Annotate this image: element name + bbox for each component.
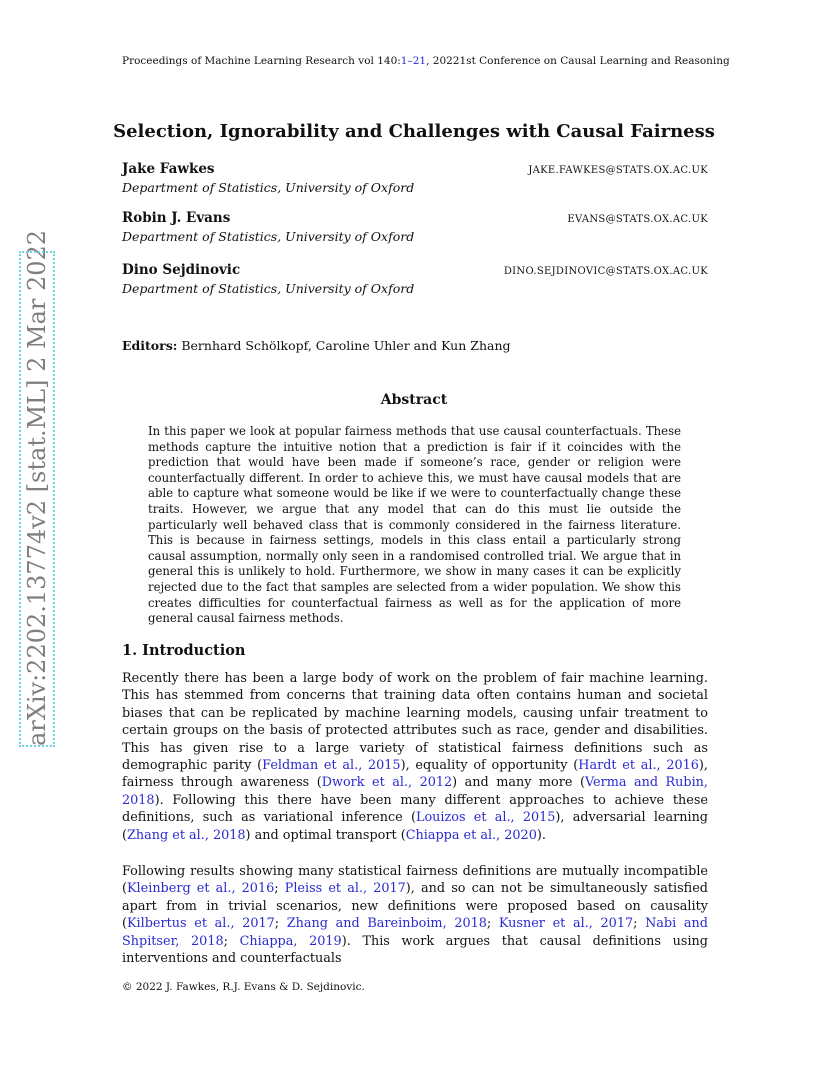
- paragraph-text: ). Following this there have been many different approaches to achieve these definitions, such as variational inference (: [122, 792, 708, 826]
- paragraph-text: ;: [274, 881, 285, 897]
- paragraph-text: ) and many more (: [452, 775, 585, 791]
- citation-link[interactable]: Verma and Rubin, 2018: [122, 775, 708, 808]
- running-head-right: 1st Conference on Causal Learning and Reasoning: [459, 55, 730, 67]
- abstract-heading: Abstract: [380, 392, 448, 408]
- author-affiliation: Department of Statistics, University of Oxford: [122, 180, 415, 195]
- citation-link[interactable]: Zhang et al., 2018: [127, 827, 246, 843]
- citation-link[interactable]: Nabi and Shpitser, 2018: [122, 916, 708, 949]
- author-name: Dino Sejdinovic: [122, 262, 241, 278]
- author-block: [122, 210, 708, 244]
- paragraph-text: Following results showing many statistical fairness definitions are mutually incompatible (: [122, 864, 708, 897]
- citation-link[interactable]: Dwork et al., 2012: [321, 775, 453, 791]
- running-head: [122, 55, 730, 67]
- paragraph-text: ), adversarial learning (: [122, 810, 708, 843]
- author-email: JAKE.FAWKES@STATS.OX.AC.UK: [528, 165, 708, 176]
- citation-link[interactable]: Kusner et al., 2017: [498, 916, 634, 932]
- arxiv-side-stamp: [20, 229, 54, 746]
- editors-names: Bernhard Schölkopf, Caroline Uhler and Kun Zhang: [177, 338, 511, 353]
- paragraph-text: ).: [536, 827, 546, 843]
- intro-paragraph-2: [122, 863, 708, 967]
- paragraph-text: ;: [274, 916, 287, 932]
- paper-title: Selection, Ignorability and Challenges with Causal Fairness: [113, 121, 715, 142]
- page-range-link[interactable]: 1–21: [400, 55, 427, 67]
- citation-link[interactable]: Chiappa et al., 2020: [405, 827, 537, 843]
- paragraph-text: ), equality of opportunity (: [400, 758, 579, 774]
- abstract-text: In this paper we look at popular fairness methods that use causal counterfactuals. These methods capture the intuitive notion that a prediction is fair if it coincides with the prediction that would have been made if someone’s race, gender or religion were counterfactually different. In order to achieve this, we must have causal models that are able to capture what someone would be like if we were to counterfactually change these traits. However, we argue that any model that can do this must lie outside the particularly well behaved class that is commonly considered in the fairness literature. This is because in fairness settings, models in this class entail a particularly strong causal assumption, normally only seen in a randomised controlled trial. We argue that in general this is unlikely to hold. Furthermore, we show in many cases it can be explicitly rejected due to the fact that samples are selected from a wider population. We show this creates difficulties for counterfactual fairness as well as for the application of more general causal fairness methods.: [148, 424, 681, 626]
- running-head-left: Proceedings of Machine Learning Research vol 140:1–21, 2022: [122, 55, 460, 67]
- citation-link[interactable]: Kleinberg et al., 2016: [127, 881, 275, 897]
- paragraph-text: Recently there has been a large body of work on the problem of fair machine learning. This has stemmed from concerns that training data often contains human and societal biases that can be replicated by machine learning models, causing unfair treatment to certain groups on the basis of protected attributes such as race, gender and disabilities. This has given rise to a large variety of statistical fairness definitions such as demographic parity (: [122, 671, 708, 774]
- citation-link[interactable]: Pleiss et al., 2017: [284, 881, 406, 897]
- paragraph-text: ;: [633, 916, 646, 932]
- editors-label: Editors:: [122, 338, 178, 353]
- citation-link[interactable]: Zhang and Bareinboim, 2018: [286, 916, 487, 932]
- author-affiliation: Department of Statistics, University of Oxford: [122, 229, 415, 244]
- paragraph-text: ;: [486, 916, 499, 932]
- copyright-footer: © 2022 J. Fawkes, R.J. Evans & D. Sejdinovic.: [122, 981, 365, 993]
- author-block: [122, 262, 708, 296]
- section-heading-introduction: 1. Introduction: [122, 642, 246, 659]
- editors-line: [122, 338, 511, 353]
- paragraph-text: ), fairness through awareness (: [122, 758, 708, 791]
- paragraph-text: ). This work argues that causal definitions using interventions and counterfactuals: [122, 933, 708, 967]
- citation-link[interactable]: Louizos et al., 2015: [415, 810, 556, 826]
- author-affiliation: Department of Statistics, University of Oxford: [122, 281, 415, 296]
- citation-link[interactable]: Kilbertus et al., 2017: [127, 916, 275, 932]
- author-name: Jake Fawkes: [122, 161, 215, 177]
- author-block: [122, 161, 708, 195]
- arxiv-identifier[interactable]: arXiv:2202.13774v2 [stat.ML] 2 Mar 2022: [20, 252, 54, 746]
- author-name: Robin J. Evans: [122, 210, 231, 226]
- paragraph-text: ), and so can not be simultaneously satisfied apart from in trivial scenarios, new definitions were proposed based on causality (: [122, 881, 708, 932]
- citation-link[interactable]: Hardt et al., 2016: [578, 758, 699, 774]
- author-email: DINO.SEJDINOVIC@STATS.OX.AC.UK: [503, 266, 708, 277]
- author-email: EVANS@STATS.OX.AC.UK: [567, 214, 708, 225]
- citation-link[interactable]: Chiappa, 2019: [239, 933, 342, 949]
- paragraph-text: ) and optimal transport (: [245, 827, 406, 843]
- citation-link[interactable]: Feldman et al., 2015: [262, 758, 401, 774]
- paragraph-text: ;: [223, 933, 240, 949]
- intro-paragraph-1: [122, 670, 708, 844]
